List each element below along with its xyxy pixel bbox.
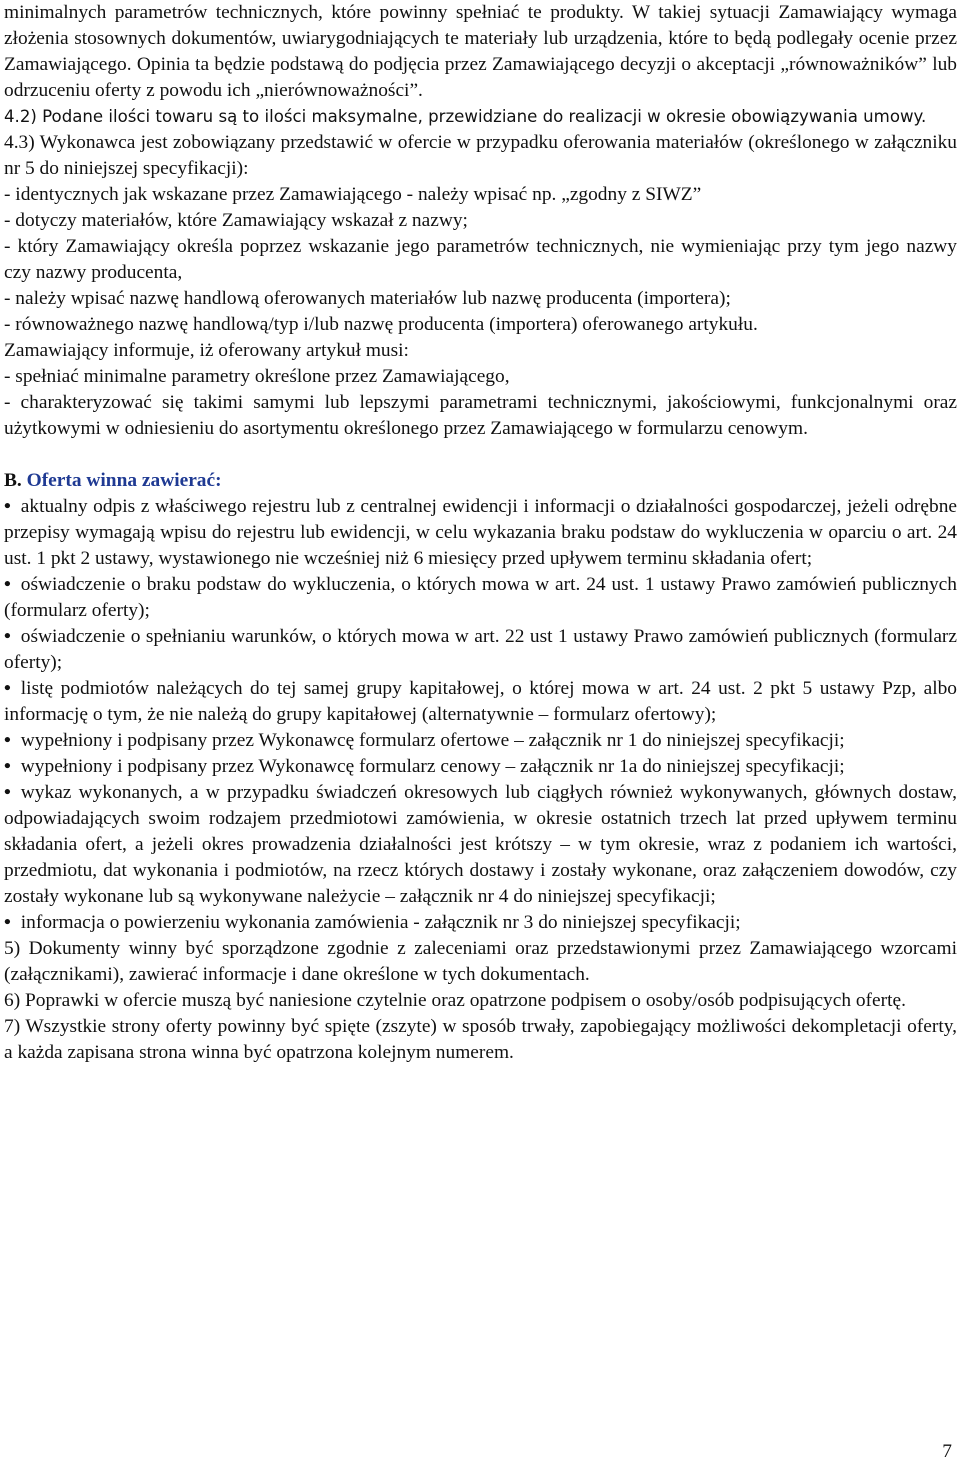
paragraph-4-2: 4.2) Podane ilości towaru są to ilości maksymalne, przewidziane do realizacji w okresie obowiązywania umowy. bbox=[4, 107, 927, 126]
paragraph-6: 6) Poprawki w ofercie muszą być naniesione czytelnie oraz opatrzone podpisem o osoby/osób podpisujących ofertę. bbox=[4, 990, 906, 1011]
list-line-min-params: - spełniać minimalne parametry określone przez Zamawiającego, bbox=[4, 366, 510, 387]
bullet-item: • wypełniony i podpisany przez Wykonawcę formularz cenowy – załącznik nr 1a do niniejszej specyfikacji; bbox=[4, 754, 957, 780]
paragraph-5: 5) Dokumenty winny być sporządzone zgodnie z zaleceniami oraz przedstawionymi przez Zamawiającego wzorcami (załącznikami), zawierać informacje i dane określone w tych dokumentach. bbox=[4, 938, 957, 985]
bullet-item: • informacja o powierzeniu wykonania zamówienia - załącznik nr 3 do niniejszej specyfikacji; bbox=[4, 910, 957, 936]
list-line-equivalent: - równoważnego nazwę handlową/typ i/lub nazwę producenta (importera) oferowanego artykułu. bbox=[4, 314, 758, 335]
bullet-item: • oświadczenie o braku podstaw do wykluczenia, o których mowa w art. 24 ust. 1 ustawy Prawo zamówień publicznych (formularz oferty); bbox=[4, 572, 957, 624]
paragraph-7: 7) Wszystkie strony oferty powinny być spięte (zszyte) w sposób trwały, zapobiegający możliwości dekompletacji oferty, a każda zapisana strona winna być opatrzona kolejnym numerem. bbox=[4, 1016, 957, 1063]
paragraph-4-3: 4.3) Wykonawca jest zobowiązany przedstawić w ofercie w przypadku oferowania materiałów (określonego w załączniku nr 5 do niniejszej specyfikacji): bbox=[4, 132, 957, 179]
list-line-identical: - identycznych jak wskazane przez Zamawiającego - należy wpisać np. „zgodny z SIWZ” bbox=[4, 184, 702, 205]
section-b-letter: B. bbox=[4, 470, 22, 491]
spacer bbox=[4, 442, 957, 468]
bullet-item: • oświadczenie o spełnianiu warunków, o których mowa w art. 22 ust 1 ustawy Prawo zamówień publicznych (formularz oferty); bbox=[4, 624, 957, 676]
section-b-heading bbox=[4, 468, 957, 494]
list-line-parameters: - który Zamawiający określa poprzez wskazanie jego parametrów technicznych, nie wymieniając przy tym jego nazwy czy nazwy producenta, bbox=[4, 236, 957, 283]
bullet-item: • wykaz wykonanych, a w przypadku świadczeń okresowych lub ciągłych również wykonywanych, głównych dostaw, odpowiadających swoim rodzajem przedmiotowi zamówienia, w okresie ostatnich trzech lat przed upływem terminu składania ofert, a jeżeli okres prowadzenia działalności jest krótszy – w tym okresie, wraz z podaniem ich wartości, przedmiotu, dat wykonania i podmiotów, na rzecz których dostawy i zostały wykonane, oraz załączeniem dowodów, czy zostały wykonane lub są wykonywane należycie – załącznik nr 4 do niniejszej specyfikacji; bbox=[4, 780, 957, 910]
paragraph-opinion: minimalnych parametrów technicznych, które powinny spełniać te produkty. W takiej sytuacji Zamawiający wymaga złożenia stosownych dokumentów, uwiarygodniających te materiały lub urządzenia, które to będą podlegały ocenie przez Zamawiającego. Opinia ta będzie podstawą do podjęcia przez Zamawiającego decyzji o akceptacji „równoważników” lub odrzuceniu oferty z powodu ich „nierównoważności”. bbox=[4, 2, 957, 101]
bullet-item: • listę podmiotów należących do tej samej grupy kapitałowej, o której mowa w art. 24 ust. 2 pkt 5 ustawy Pzp, albo informację o tym, że nie należą do grupy kapitałowej (alternatywnie – formularz ofertowy); bbox=[4, 676, 957, 728]
bullet-item: • wypełniony i podpisany przez Wykonawcę formularz ofertowe – załącznik nr 1 do niniejszej specyfikacji; bbox=[4, 728, 957, 754]
paragraph-informs: Zamawiający informuje, iż oferowany artykuł musi: bbox=[4, 340, 409, 361]
list-line-trade-name: - należy wpisać nazwę handlową oferowanych materiałów lub nazwę producenta (importera); bbox=[4, 288, 731, 309]
section-b-title: Oferta winna zawierać: bbox=[26, 470, 222, 491]
bullet-item: • aktualny odpis z właściwego rejestru lub z centralnej ewidencji i informacji o działalności gospodarczej, jeżeli odrębne przepisy wymagają wpisu do rejestru lub ewidencji, w celu wykazania braku podstaw do wykluczenia w oparciu o art. 24 ust. 1 pkt 2 ustawy, wystawionego nie wcześniej niż 6 miesięcy przed upływem terminu składania ofert; bbox=[4, 494, 957, 572]
list-line-characteristics: - charakteryzować się takimi samymi lub lepszymi parametrami technicznymi, jakościowymi, funkcjonalnymi oraz użytkowymi w odniesieniu do asortymentu określonego przez Zamawiającego w formularzu cenowym. bbox=[4, 392, 957, 439]
page-number: 7 bbox=[942, 1441, 952, 1462]
list-line-named-materials: - dotyczy materiałów, które Zamawiający wskazał z nazwy; bbox=[4, 210, 468, 231]
document-page bbox=[4, 0, 957, 1066]
